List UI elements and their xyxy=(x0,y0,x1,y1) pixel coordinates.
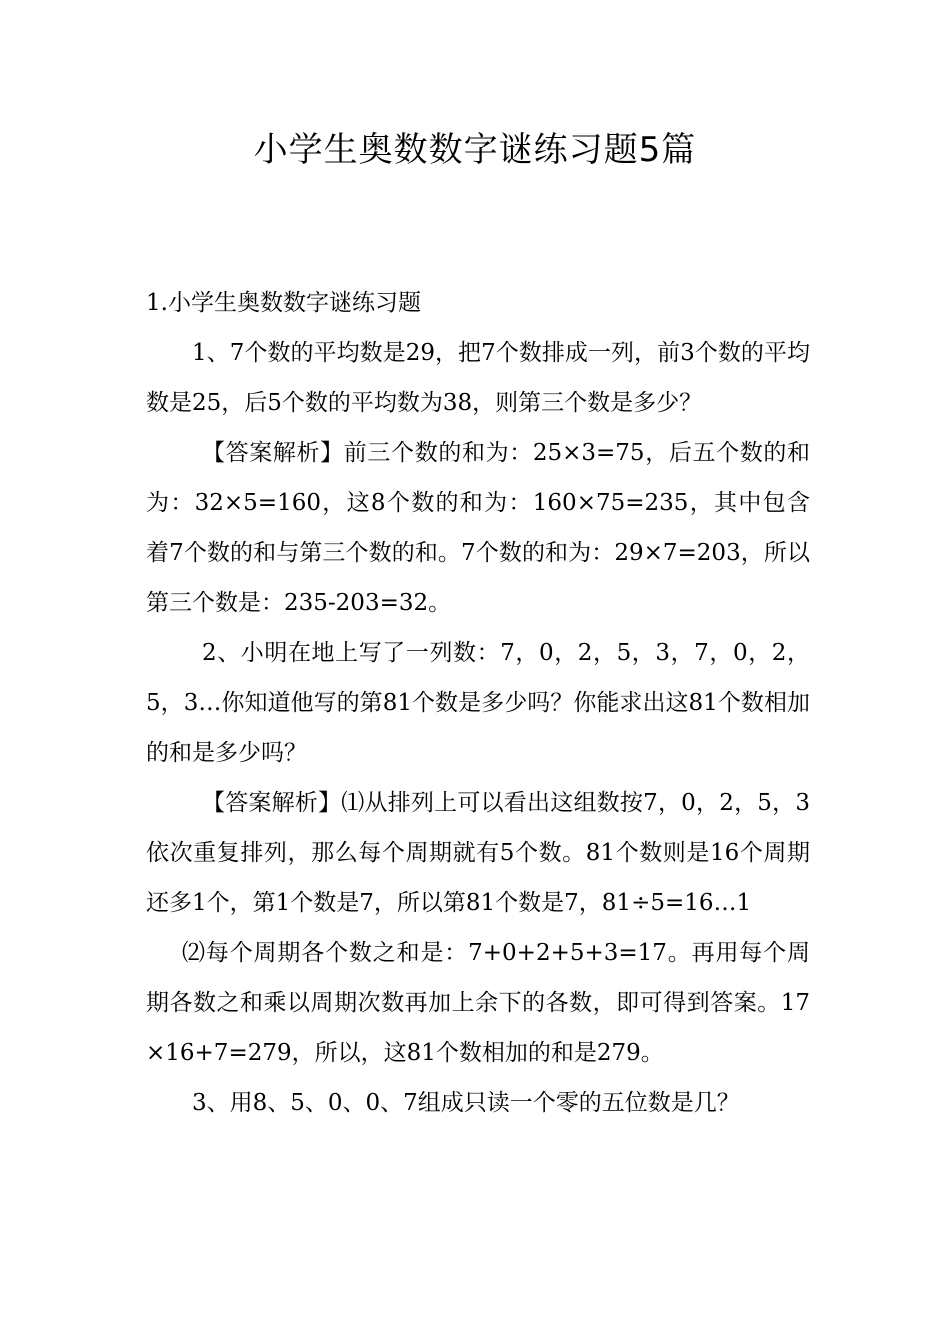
answer-2-part-2: ⑵每个周期各个数之和是：7+0+2+5+3=17。再用每个周期各数之和乘以周期次数再加上余下的各数，即可得到答案。17×16+7=279，所以，这81个数相加的和是279。 xyxy=(146,940,810,1066)
answer-1: 【答案解析】前三个数的和为：25×3=75，后五个数的和为：32×5=160，这8个数的和为：160×75=235，其中包含着7个数的和与第三个数的和。7个数的和为：29×7=203，所以第三个数是：235-203=32。 xyxy=(146,440,810,616)
section-heading: 1.小学生奥数数字谜练习题 xyxy=(146,290,421,316)
question-1: 1、7个数的平均数是29，把7个数排成一列，前3个数的平均数是25，后5个数的平均数为38，则第三个数是多少？ xyxy=(146,340,810,416)
question-2: 2、小明在地上写了一列数：7，0，2，5，3，7，0，2，5，3…你知道他写的第81个数是多少吗？你能求出这81个数相加的和是多少吗？ xyxy=(146,640,810,766)
answer-2-part-1: 【答案解析】⑴从排列上可以看出这组数按7，0，2，5，3依次重复排列，那么每个周期就有5个数。81个数则是16个周期还多1个，第1个数是7，所以第81个数是7，81÷5=16…1 xyxy=(146,790,810,916)
question-3: 3、用8、5、0、0、7组成只读一个零的五位数是几？ xyxy=(192,1090,740,1116)
page-title: 小学生奥数数字谜练习题5篇 xyxy=(253,130,697,170)
document-body xyxy=(146,278,810,1128)
